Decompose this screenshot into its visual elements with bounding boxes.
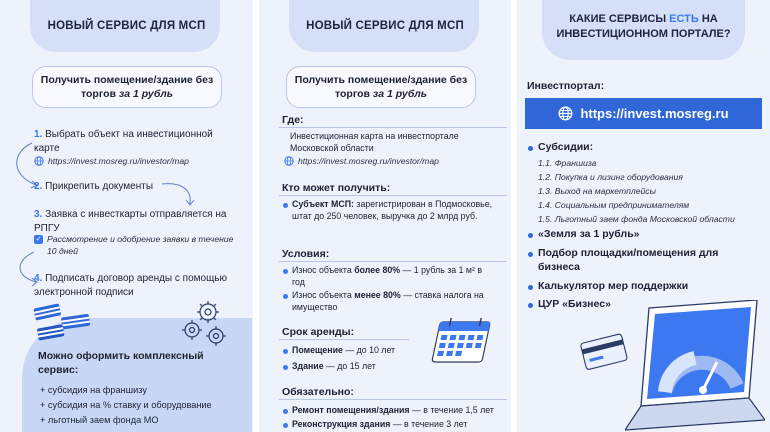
step-3-note — [34, 234, 234, 257]
divider — [279, 339, 409, 340]
where-text: Инвестиционная карта на инвестпортале Московской области — [290, 131, 459, 153]
service-premises: Подбор площадки/помещения для бизнеса — [538, 247, 719, 273]
step-1 — [34, 128, 234, 155]
panel3-title: КАКИЕ СЕРВИСЫ ЕСТЬ НА ИНВЕСТИЦИОННОМ ПОРТАЛЕ? — [556, 13, 731, 40]
checkbox-icon: ✓ — [35, 235, 42, 243]
bullet-dot — [283, 409, 288, 414]
step-text: Выбрать объект на инвестиционной карте — [34, 129, 213, 154]
condition-2: Износ объекта менее 80% — ставка налога на имущество — [292, 290, 484, 312]
offer-text: Получить помещение/здание без торгов — [40, 73, 214, 100]
offer-box — [286, 66, 476, 108]
bullet-dot — [528, 233, 533, 238]
step-number: 4. — [34, 273, 43, 284]
globe-icon — [34, 156, 44, 166]
step-number: 2. — [34, 181, 43, 192]
step-link-text: https://invest.mosreg.ru/investor/map — [48, 156, 189, 166]
who-title: Кто может получить: — [282, 182, 391, 194]
portal-label: Инвестпортал: — [527, 80, 605, 92]
who-bold: Субъект МСП: — [292, 199, 354, 209]
step-number: 1. — [34, 129, 43, 140]
step-text: Заявка с инвесткарты отправляется на РПГУ — [34, 209, 227, 234]
step-text: Подписать договор аренды с помощью электронной подписи — [34, 273, 228, 298]
term-title: Срок аренды: — [282, 326, 355, 338]
term-1: Помещение — до 10 лет — [292, 345, 396, 355]
bullet-dot — [283, 349, 288, 354]
offer-text: Получить помещение/здание без торгов — [294, 73, 468, 100]
step-1-link[interactable] — [34, 156, 244, 168]
must-2: Реконструкция здания — в течение 3 лет — [292, 419, 468, 429]
subsidies-title: Субсидии: — [538, 141, 594, 153]
calendar-icon — [424, 314, 496, 370]
offer-price: за 1 рубль — [372, 88, 427, 100]
step-text: Прикрепить документы — [42, 181, 154, 192]
step-number: 3. — [34, 209, 43, 220]
globe-icon — [558, 106, 573, 121]
step-3 — [34, 208, 244, 235]
laptop-gauge-icon — [625, 300, 765, 432]
divider — [279, 127, 507, 128]
step-2 — [34, 180, 234, 194]
money-stacks-icon — [28, 300, 100, 344]
where-url: https://invest.mosreg.ru/investor/map — [298, 156, 439, 166]
divider — [279, 399, 507, 400]
service-land: «Земля за 1 рубль» — [538, 228, 640, 240]
subsidy-item: 1.5. Льготный заем фонда Московской области — [538, 214, 735, 224]
complex-item: + субсидия на % ставку и оборудование — [40, 400, 212, 410]
portal-url: https://invest.mosreg.ru — [580, 106, 729, 121]
where-link[interactable] — [284, 156, 504, 168]
bullet-dot — [283, 294, 288, 299]
portal-url-bar[interactable] — [525, 98, 762, 129]
who-text — [292, 199, 497, 223]
must-1: Ремонт помещения/здания — в течение 1,5 лет — [292, 405, 494, 415]
panel-portal-services — [517, 0, 770, 432]
panel1-header: НОВЫЙ СЕРВИС ДЛЯ МСП — [47, 20, 206, 32]
subsidy-item: 1.2. Покупка и лизинг оборудования — [538, 172, 683, 182]
bullet-dot — [528, 285, 533, 290]
subsidy-item: 1.3. Выход на маркетплейсы — [538, 186, 656, 196]
panel2-header: НОВЫЙ СЕРВИС ДЛЯ МСП — [306, 20, 464, 32]
complex-item: + льготный заем фонда МО — [40, 415, 159, 425]
bullet-dot — [528, 252, 533, 257]
bullet-dot — [283, 365, 288, 370]
offer-price: за 1 рубль — [118, 88, 173, 100]
bullet-dot — [283, 203, 288, 208]
term-2: Здание — до 15 лет — [292, 361, 376, 371]
panel-new-service-steps — [0, 0, 253, 432]
complex-item: + субсидия на франшизу — [40, 385, 147, 395]
must-title: Обязательно: — [282, 386, 354, 398]
bullet-dot — [528, 303, 533, 308]
offer-box — [32, 66, 222, 108]
panel-service-conditions — [259, 0, 511, 432]
globe-icon — [284, 156, 294, 166]
condition-1: Износ объекта более 80% — 1 рубль за 1 м² в год — [292, 265, 483, 287]
service-center: ЦУР «Бизнес» — [538, 298, 611, 310]
service-calculator: Калькулятор мер поддержки — [538, 280, 689, 292]
divider — [279, 261, 507, 262]
step-note-text: Рассмотрение и одобрение заявки в течение 10 дней — [47, 234, 234, 256]
subsidy-item: 1.4. Социальным предпринимателям — [538, 200, 690, 210]
complex-service-title: Можно оформить комплексный сервис: — [38, 350, 204, 376]
divider — [279, 195, 507, 196]
conditions-title: Условия: — [282, 248, 330, 260]
step-4 — [34, 272, 234, 299]
bullet-dot — [283, 423, 288, 428]
bullet-dot — [528, 146, 533, 151]
gears-icon — [178, 298, 232, 350]
where-title: Где: — [282, 114, 304, 126]
who-desc: зарегистрирован в Подмосковье, штат до 250 человек, выручка до 2 млрд руб. — [292, 199, 493, 221]
bullet-dot — [283, 269, 288, 274]
subsidy-item: 1.1. Франшиза — [538, 158, 597, 168]
